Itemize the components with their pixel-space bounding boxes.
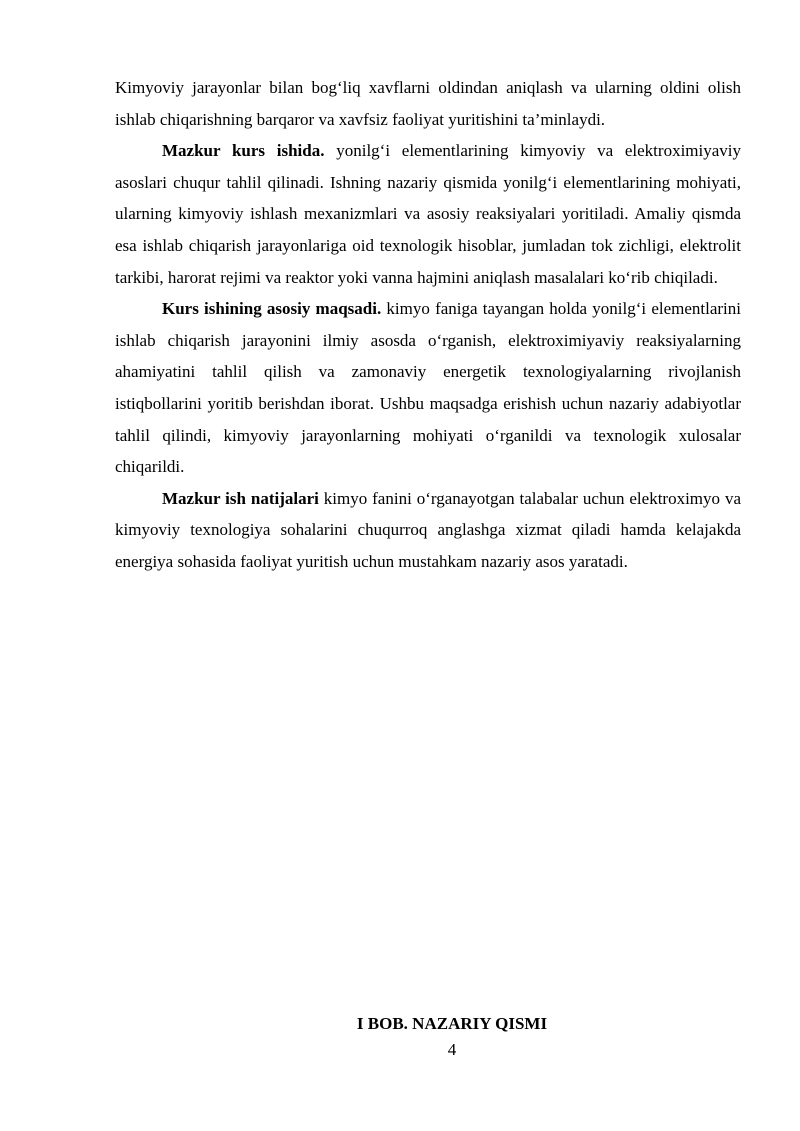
paragraph-main-goal	[115, 293, 741, 483]
paragraph-intro	[115, 72, 741, 135]
page-number: 4	[447, 1040, 457, 1059]
chapter-title: I BOB. NAZARIY QISMI	[356, 1014, 548, 1033]
paragraph-main-goal-lead: Kurs ishining asosiy maqsadi.	[162, 299, 382, 319]
paragraph-course-work	[115, 135, 741, 293]
paragraph-results	[115, 483, 741, 578]
paragraph-results-lead: Mazkur ish natijalari	[162, 488, 319, 508]
paragraph-results-text: kimyo fanini o‘rganayotgan talabalar uchun elektroximyo va kimyoviy texnologiya sohalarini chuqurroq anglashga xizmat qiladi hamda kelajakda energiya sohasida faoliyat yuritish uchun mustahkam nazariy asos yaratadi.	[115, 488, 741, 571]
paragraph-intro-text: Kimyoviy jarayonlar bilan bog‘liq xavflarni oldindan aniqlash va ularning oldini olish ishlab chiqarishning barqaror va xavfsiz faoliyat yuritishini ta’minlaydi.	[115, 78, 741, 129]
paragraph-course-work-lead: Mazkur kurs ishida.	[162, 141, 325, 161]
paragraph-main-goal-text: kimyo faniga tayangan holda yonilg‘i elementlarini ishlab chiqarish jarayonini ilmiy asosda o‘rganish, elektroximiyaviy reaksiyalarning ahamiyatini tahlil qilish va zamonaviy energetik texnologiyalarning rivojlanish istiqbollarini yoritib berishdan iborat. Ushbu maqsadga erishish uchun nazariy adabiyotlar tahlil qilindi, kimyoviy jarayonlarning mohiyati o‘rganildi va texnologik xulosalar chiqarildi.	[115, 299, 741, 477]
paragraph-course-work-text: yonilg‘i elementlarining kimyoviy va elektroximiyaviy asoslari chuqur tahlil qilinadi. Ishning nazariy qismida yonilg‘i elementlarining mohiyati, ularning kimyoviy ishlash mexanizmlari va asosiy reaksiyalari yoritiladi. Amaliy qismda esa ishlab chiqarish jarayonlariga oid texnologik hisoblar, jumladan tok zichligi, elektrolit tarkibi, harorat rejimi va reaktor yoki vanna hajmini aniqlash masalalari ko‘rib chiqiladi.	[115, 141, 742, 287]
body-text	[115, 72, 741, 578]
